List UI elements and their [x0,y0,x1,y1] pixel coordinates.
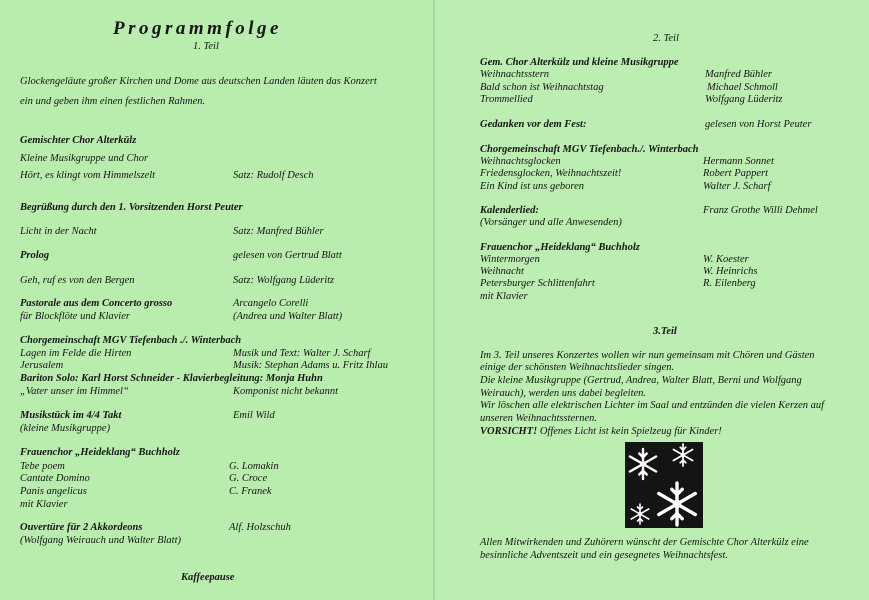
part-3-p3-line-1: Wir löschen alle elektrischen Lichter im Saal und entzünden die vielen Kerzen auf [480,400,825,411]
part-1-heading: 1. Teil [193,41,219,52]
frauen-heading: Frauenchor „Heideklang“ Buchholz [20,447,180,458]
gem-credit-1: Manfred Bühler [705,69,772,80]
kalender-credit: Franz Grothe Willi Dehmel [703,205,818,216]
mgv-song-3: „Vater unser im Himmel“ [20,386,129,397]
mgv-heading: Chorgemeinschaft MGV Tiefenbach ./. Winterbach [20,335,242,346]
snowflake-icon [625,442,703,528]
frauen-credit-3: C. Franek [229,486,272,497]
part-3-p1-line-2: einige der schönsten Weihnachtslieder singen. [480,362,675,373]
frauen2-song-1: Wintermorgen [480,254,540,265]
ouvertuere-sub: (Wolfgang Weirauch und Walter Blatt) [20,535,181,546]
gem-song-2: Bald schon ist Weihnachtstag [480,82,604,93]
kalender-heading: Kalenderlied: [480,205,539,216]
part-3-heading: 3.Teil [653,326,677,337]
mgv-credit-1: Musik und Text: Walter J. Scharf [233,348,371,359]
part-3-p3-line-2: unseren Weihnachtssternen. [480,413,598,424]
page-title: Programmfolge [113,18,282,39]
prolog-heading: Prolog [20,250,50,261]
intro-line-1: Glockengeläute großer Kirchen und Dome aus deutschen Landen läuten das Konzert [20,76,377,87]
musik-credit: Emil Wild [233,410,275,421]
prolog-credit: gelesen von Gertrud Blatt [233,250,342,261]
pastorale-performers: (Andrea und Walter Blatt) [233,311,343,322]
gem-credit-2: Michael Schmoll [707,82,778,93]
frauen2-credit-1: W. Koester [703,254,749,265]
mgv-credit-2: Musik: Stephan Adams u. Fritz Ihlau [233,360,388,371]
mgv2-song-1: Weihnachtsglocken [480,156,561,167]
frauen-song-4: mit Klavier [20,499,68,510]
gem-credit-3: Wolfgang Lüderitz [705,94,783,105]
part-3-p2-line-2: Weirauch), werden uns dabei begleiten. [480,388,647,399]
mgv2-credit-3: Walter J. Scharf [703,181,771,192]
frauen2-credit-2: W. Heinrichs [703,266,758,277]
pastorale-heading: Pastorale aus dem Concerto grosso [20,298,173,309]
mgv-solo: Bariton Solo: Karl Horst Schneider - Klavierbegleitung: Monja Huhn [20,373,323,384]
frauen-song-1: Tebe poem [20,461,65,472]
mgv2-heading: Chorgemeinschaft MGV Tiefenbach./. Winterbach [480,144,699,155]
closing-line-2: besinnliche Adventszeit und ein gesegnetes Weihnachtsfest. [480,550,728,561]
welcome-credit: Satz: Manfred Bühler [233,226,324,237]
berge-song: Geh, ruf es von den Bergen [20,275,135,286]
mgv2-song-3: Ein Kind ist uns geboren [480,181,585,192]
choir-1-heading: Gemischter Chor Alterkülz [20,135,137,146]
warning-line [480,426,722,438]
gem-song-3: Trommellied [480,94,533,105]
ouvertuere-heading: Ouvertüre für 2 Akkordeons [20,522,143,533]
frauen2-song-2: Weihnacht [480,266,524,277]
frauen-credit-1: G. Lomakin [229,461,279,472]
gem-song-1: Weihnachtsstern [480,69,550,80]
ouvertuere-credit: Alf. Holzschuh [229,522,291,533]
mgv-song-1: Lagen im Felde die Hirten [20,348,132,359]
mgv2-credit-2: Robert Pappert [703,168,769,179]
mgv2-song-2: Friedensglocken, Weihnachtszeit! [480,168,622,179]
choir-1-credit: Satz: Rudolf Desch [233,170,314,181]
welcome-song: Licht in der Nacht [20,226,97,237]
warning-text: Offenes Licht ist kein Spielzeug für Kinder! [539,426,722,437]
gedanken-heading: Gedanken vor dem Fest: [480,119,587,130]
closing-line-1: Allen Mitwirkenden und Zuhörern wünscht der Gemischte Chor Alterkülz eine [480,537,809,548]
mgv-song-2: Jerusalem [20,360,64,371]
frauen2-heading: Frauenchor „Heideklang“ Buchholz [480,242,640,253]
choir-1-line-1: Kleine Musikgruppe und Chor [20,153,149,164]
part-2-heading: 2. Teil [653,33,679,44]
choir-1-song: Hört, es klingt vom Himmelszelt [20,170,156,181]
pastorale-sub: für Blockflöte und Klavier [20,311,130,322]
mgv-credit-3: Komponist nicht bekannt [233,386,338,397]
mgv2-credit-1: Hermann Sonnet [703,156,774,167]
warning-label: VORSICHT! [480,426,538,437]
gedanken-credit: gelesen von Horst Peuter [705,119,812,130]
frauen-credit-2: G. Croce [229,473,268,484]
coffee-break: Kaffeepause [181,572,235,583]
berge-credit: Satz: Wolfgang Lüderitz [233,275,335,286]
intro-line-2: ein und geben ihm einen festlichen Rahmen. [20,96,206,107]
welcome-heading: Begrüßung durch den 1. Vorsitzenden Horst Peuter [20,202,243,213]
frauen2-credit-3: R. Eilenberg [703,278,756,289]
part-3-p2-line-1: Die kleine Musikgruppe (Gertrud, Andrea, Walter Blatt, Berni und Wolfgang [480,375,802,386]
pastorale-composer: Arcangelo Corelli [233,298,309,309]
frauen2-song-4: mit Klavier [480,291,528,302]
musik-sub: (kleine Musikgruppe) [20,423,111,434]
frauen2-song-3: Petersburger Schlittenfahrt [480,278,595,289]
part-3-p1-line-1: Im 3. Teil unseres Konzertes wollen wir nun gemeinsam mit Chören und Gästen [480,350,815,361]
frauen-song-3: Panis angelicus [20,486,87,497]
gem-heading: Gem. Chor Alterkülz und kleine Musikgruppe [480,57,679,68]
frauen-song-2: Cantate Domino [20,473,90,484]
kalender-sub: (Vorsänger und alle Anwesenden) [480,217,622,228]
musik-heading: Musikstück im 4/4 Takt [20,410,122,421]
